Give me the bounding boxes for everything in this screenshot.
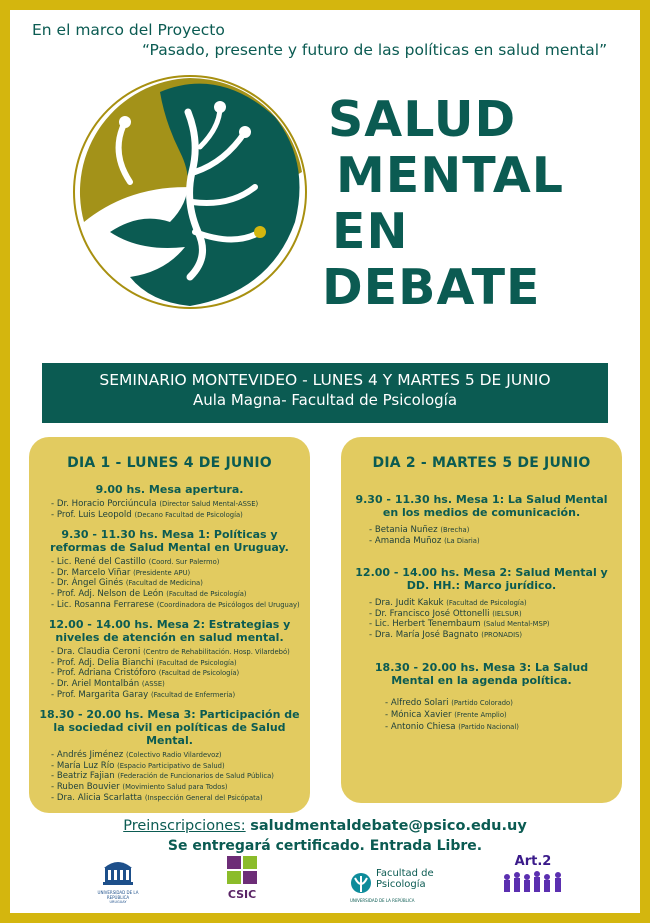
title-line-4: DEBATE xyxy=(322,259,541,316)
university-building-icon xyxy=(100,856,136,886)
day1-session-people xyxy=(51,499,310,520)
speaker: - Prof. Margarita Garay (Facultad de Enfermería) xyxy=(51,689,236,700)
day1-session-title: 18.30 - 20.00 hs. Mesa 3: Participación de la sociedad civil en políticas de Salud Mental. xyxy=(39,708,300,748)
speaker: - Dr. Francisco José Ottonelli (IELSUR) xyxy=(369,608,522,619)
speaker: - Prof. Adj. Delia Bianchi (Facultad de Psicología) xyxy=(51,657,237,668)
day1-program xyxy=(29,437,310,813)
seminar-banner xyxy=(42,363,608,423)
poster xyxy=(10,10,640,913)
project-name: “Pasado, presente y futuro de las políticas en salud mental” xyxy=(142,41,608,59)
speaker: - Lic. Rosanna Ferrarese (Coordinadora de Psicólogos del Uruguay) xyxy=(51,599,300,610)
art2-logo xyxy=(498,855,568,899)
day2-session-title: 9.30 - 11.30 hs. Mesa 1: La Salud Mental en los medios de comunicación. xyxy=(355,493,608,519)
speaker: - Dr. Marcelo Viñar (Presidente APU) xyxy=(51,567,191,578)
day1-session-people xyxy=(51,750,310,803)
speaker: - Dra. María José Bagnato (PRONADIS) xyxy=(369,629,523,640)
day2-session-people xyxy=(385,697,622,733)
speaker: - Betania Nuñez (Brecha) xyxy=(369,525,470,535)
head-tree-logo-icon xyxy=(70,72,310,312)
event-title xyxy=(322,92,564,316)
day1-heading: DIA 1 - LUNES 4 DE JUNIO xyxy=(67,455,272,471)
registration-email-link[interactable]: saludmentaldebate@psico.edu.uy xyxy=(250,818,527,834)
title-line-2: MENTAL xyxy=(336,147,565,204)
speaker: - Prof. Adj. Nelson de León (Facultad de Psicología) xyxy=(51,588,247,599)
psico-university: UNIVERSIDAD DE LA REPÚBLICA xyxy=(350,898,415,903)
speaker: - Dra. Judit Kakuk (Facultad de Psicología) xyxy=(369,598,527,609)
title-line-3: EN xyxy=(332,203,409,260)
speaker: - Lic. Herbert Tenembaum (Salud Mental-MSP) xyxy=(369,619,550,630)
day2-heading: DIA 2 - MARTES 5 DE JUNIO xyxy=(372,455,591,471)
day2-session-title: 18.30 - 20.00 hs. Mesa 3: La Salud Mental en la agenda política. xyxy=(374,660,589,687)
psi-icon xyxy=(350,870,372,896)
day2-session-people xyxy=(369,525,622,546)
art2-label: Art.2 xyxy=(514,854,552,869)
speaker: - Prof. Adriana Cristóforo (Facultad de Psicología) xyxy=(51,668,240,679)
day1-session-title: 9.30 - 11.30 hs. Mesa 1: Políticas y reformas de Salud Mental en Uruguay. xyxy=(50,528,289,555)
project-header xyxy=(32,20,607,60)
certificate-note: Se entregará certificado. Entrada Libre. xyxy=(167,838,483,854)
day1-session-title: 9.00 hs. Mesa apertura. xyxy=(95,483,244,496)
speaker: - Lic. René del Castillo (Coord. Sur Palermo) xyxy=(51,557,220,568)
csic-logo xyxy=(222,855,262,901)
day1-session-people xyxy=(51,557,310,610)
day1-session-title: 12.00 - 14.00 hs. Mesa 2: Estrategias y niveles de atención en salud mental. xyxy=(48,618,291,645)
udelar-name: UNIVERSIDAD DE LA REPÚBLICA xyxy=(97,890,139,900)
title-line-1: SALUD xyxy=(328,91,517,148)
seminar-venue: Aula Magna- Facultad de Psicología xyxy=(192,391,458,409)
day2-program xyxy=(341,437,622,803)
speaker: - Beatriz Fajian (Federación de Funcionarios de Salud Pública) xyxy=(51,771,274,782)
speaker: - Dra. Claudia Ceroni (Centro de Rehabilitación. Hosp. Vilardebó) xyxy=(51,647,290,658)
csic-squares-icon xyxy=(226,855,258,885)
speaker: - Prof. Luis Leopold (Decano Facultad de Psicología) xyxy=(51,509,243,520)
registration-line xyxy=(10,818,640,834)
psico-line-2: Psicología xyxy=(376,879,426,890)
day1-session-people xyxy=(51,647,310,700)
speaker: - Mónica Xavier (Frente Amplio) xyxy=(385,709,507,720)
project-intro: En el marco del Proyecto xyxy=(32,21,225,39)
seminar-dates: SEMINARIO MONTEVIDEO - LUNES 4 Y MARTES 5 DE JUNIO xyxy=(99,371,551,389)
speaker: - Ruben Bouvier (Movimiento Salud para Todos) xyxy=(51,781,228,792)
speaker: - Dr. Ariel Montalbán (ASSE) xyxy=(51,678,165,689)
preinscripciones-label: Preinscripciones: xyxy=(123,818,246,834)
speaker: - Dra. Alicia Scarlatta (Inspección General del Psicópata) xyxy=(51,792,263,803)
speaker: - Andrés Jiménez (Colectivo Radio Vilardevoz) xyxy=(51,750,222,761)
speaker: - Dr. Horacio Porciúncula (Director Salud Mental-ASSE) xyxy=(51,499,259,509)
speaker: - Alfredo Solari (Partido Colorado) xyxy=(385,697,513,708)
udelar-country: URUGUAY xyxy=(109,900,127,904)
speaker: - María Luz Río (Espacio Participativo de Salud) xyxy=(51,760,225,771)
csic-label: CSIC xyxy=(227,888,257,901)
psico-line-1: Facultad de xyxy=(376,868,434,879)
day2-session-title: 12.00 - 14.00 hs. Mesa 2: Salud Mental y DD. HH.: Marco jurídico. xyxy=(355,566,608,593)
people-crowd-icon xyxy=(501,869,565,895)
speaker: - Dr. Ángel Ginés (Facultad de Medicina) xyxy=(51,578,203,589)
udelar-logo xyxy=(88,856,148,904)
day2-session-people xyxy=(369,598,622,640)
speaker: - Antonio Chiesa (Partido Nacional) xyxy=(385,721,519,732)
speaker: - Amanda Muñoz (La Diaria) xyxy=(369,535,480,546)
